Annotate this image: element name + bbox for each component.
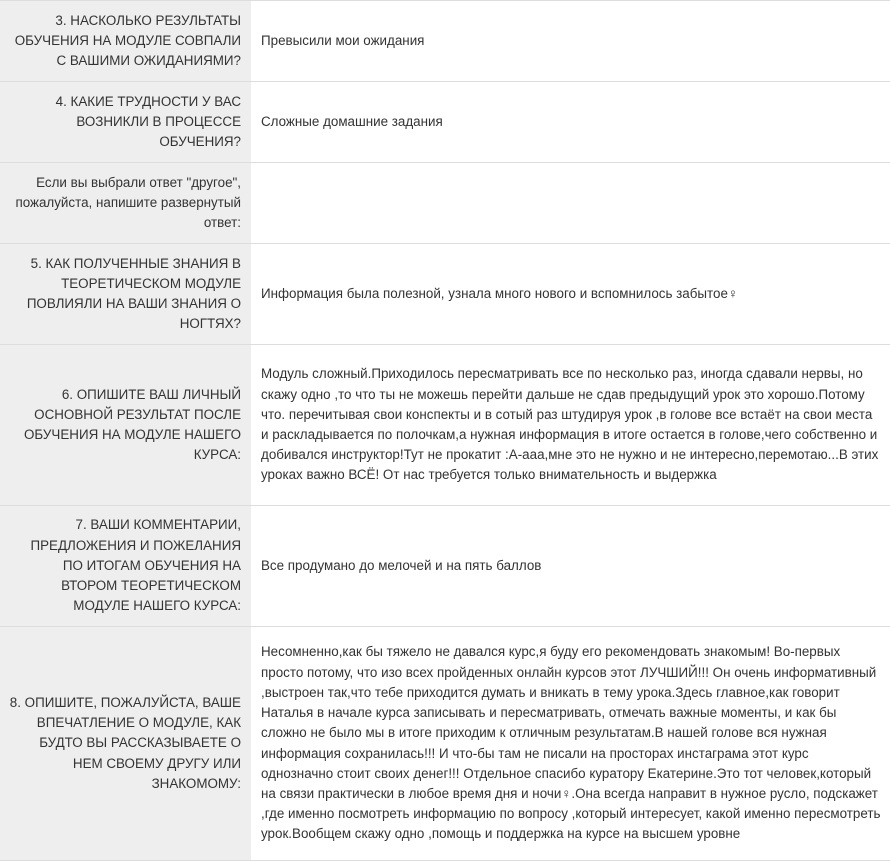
answer-cell: Модуль сложный.Приходилось пересматривать все по несколько раз, иногда сдавали нервы, но скажу одно ,то что ты не можешь перейти дальше не сдав предыдущий урок это хорошо.Потому что. перечитывая свои конспекты и в сотый раз штудируя урок ,в голове все встаёт на свои места и раскладывается по полочкам,а нужная информация в итоге остается в голове,чего собственно и добивался инструктор!Тут не прокатит :А-ааа,мне это не нужно и не интересно,перемотаю...В этих уроках важно ВСЁ! От нас требуется только внимательность и выдержка (251, 345, 890, 506)
answer-cell: Несомненно,как бы тяжело не давался курс,я буду его рекомендовать знакомым! Во-первых просто потому, что изо всех пройденных онлайн курсов этот ЛУЧШИЙ!!! Он очень информативный ,выстроен так,что тебе приходится думать и вникать в тему урока.Здесь главное,как говорит Наталья в начале курса записывать и пересматривать, отмечать важные моменты, и как бы сложно не было мы в итоге приходим к отличным результатам.В нашей голове вся нужная информация сохранилась!!! И что-бы там не писали на просторах инстаграма этот курс однозначно стоит своих денег!!! Отдельное спасибо куратору Екатерине.Это тот человек,который на связи практически в любое время дня и ночи♀.Она всегда направит в нужное русло, подскажет ,где именно посмотреть информацию по вопросу ,который интересует, какой именно пересмотреть урок.Вообщем скажу одно ,помощь и поддержка на курсе на высшем уровне (251, 627, 890, 861)
table-row (0, 244, 890, 345)
table-row (0, 1, 890, 82)
table-row (0, 627, 890, 861)
answer-cell: Сложные домашние задания (251, 82, 890, 163)
answer-cell (251, 163, 890, 244)
question-cell: 5. КАК ПОЛУЧЕННЫЕ ЗНАНИЯ В ТЕОРЕТИЧЕСКОМ МОДУЛЕ ПОВЛИЯЛИ НА ВАШИ ЗНАНИЯ О НОГТЯХ? (0, 244, 251, 345)
table-row (0, 163, 890, 244)
question-cell: 3. НАСКОЛЬКО РЕЗУЛЬТАТЫ ОБУЧЕНИЯ НА МОДУЛЕ СОВПАЛИ С ВАШИМИ ОЖИДАНИЯМИ? (0, 1, 251, 82)
answer-cell: Все продумано до мелочей и на пять баллов (251, 506, 890, 627)
question-cell: Если вы выбрали ответ "другое", пожалуйста, напишите развернутый ответ: (0, 163, 251, 244)
answer-cell: Информация была полезной, узнала много нового и вспомнилось забытое♀ (251, 244, 890, 345)
table-row (0, 82, 890, 163)
question-cell: 6. ОПИШИТЕ ВАШ ЛИЧНЫЙ ОСНОВНОЙ РЕЗУЛЬТАТ ПОСЛЕ ОБУЧЕНИЯ НА МОДУЛЕ НАШЕГО КУРСА: (0, 345, 251, 506)
question-cell: 8. ОПИШИТЕ, ПОЖАЛУЙСТА, ВАШЕ ВПЕЧАТЛЕНИЕ О МОДУЛЕ, КАК БУДТО ВЫ РАССКАЗЫВАЕТЕ О НЕМ СВОЕМУ ДРУГУ ИЛИ ЗНАКОМОМУ: (0, 627, 251, 861)
question-cell: 7. ВАШИ КОММЕНТАРИИ, ПРЕДЛОЖЕНИЯ И ПОЖЕЛАНИЯ ПО ИТОГАМ ОБУЧЕНИЯ НА ВТОРОМ ТЕОРЕТИЧЕСКОМ МОДУЛЕ НАШЕГО КУРСА: (0, 506, 251, 627)
question-cell: 4. КАКИЕ ТРУДНОСТИ У ВАС ВОЗНИКЛИ В ПРОЦЕССЕ ОБУЧЕНИЯ? (0, 82, 251, 163)
answer-cell: Превысили мои ожидания (251, 1, 890, 82)
table-row (0, 345, 890, 506)
table-row (0, 506, 890, 627)
